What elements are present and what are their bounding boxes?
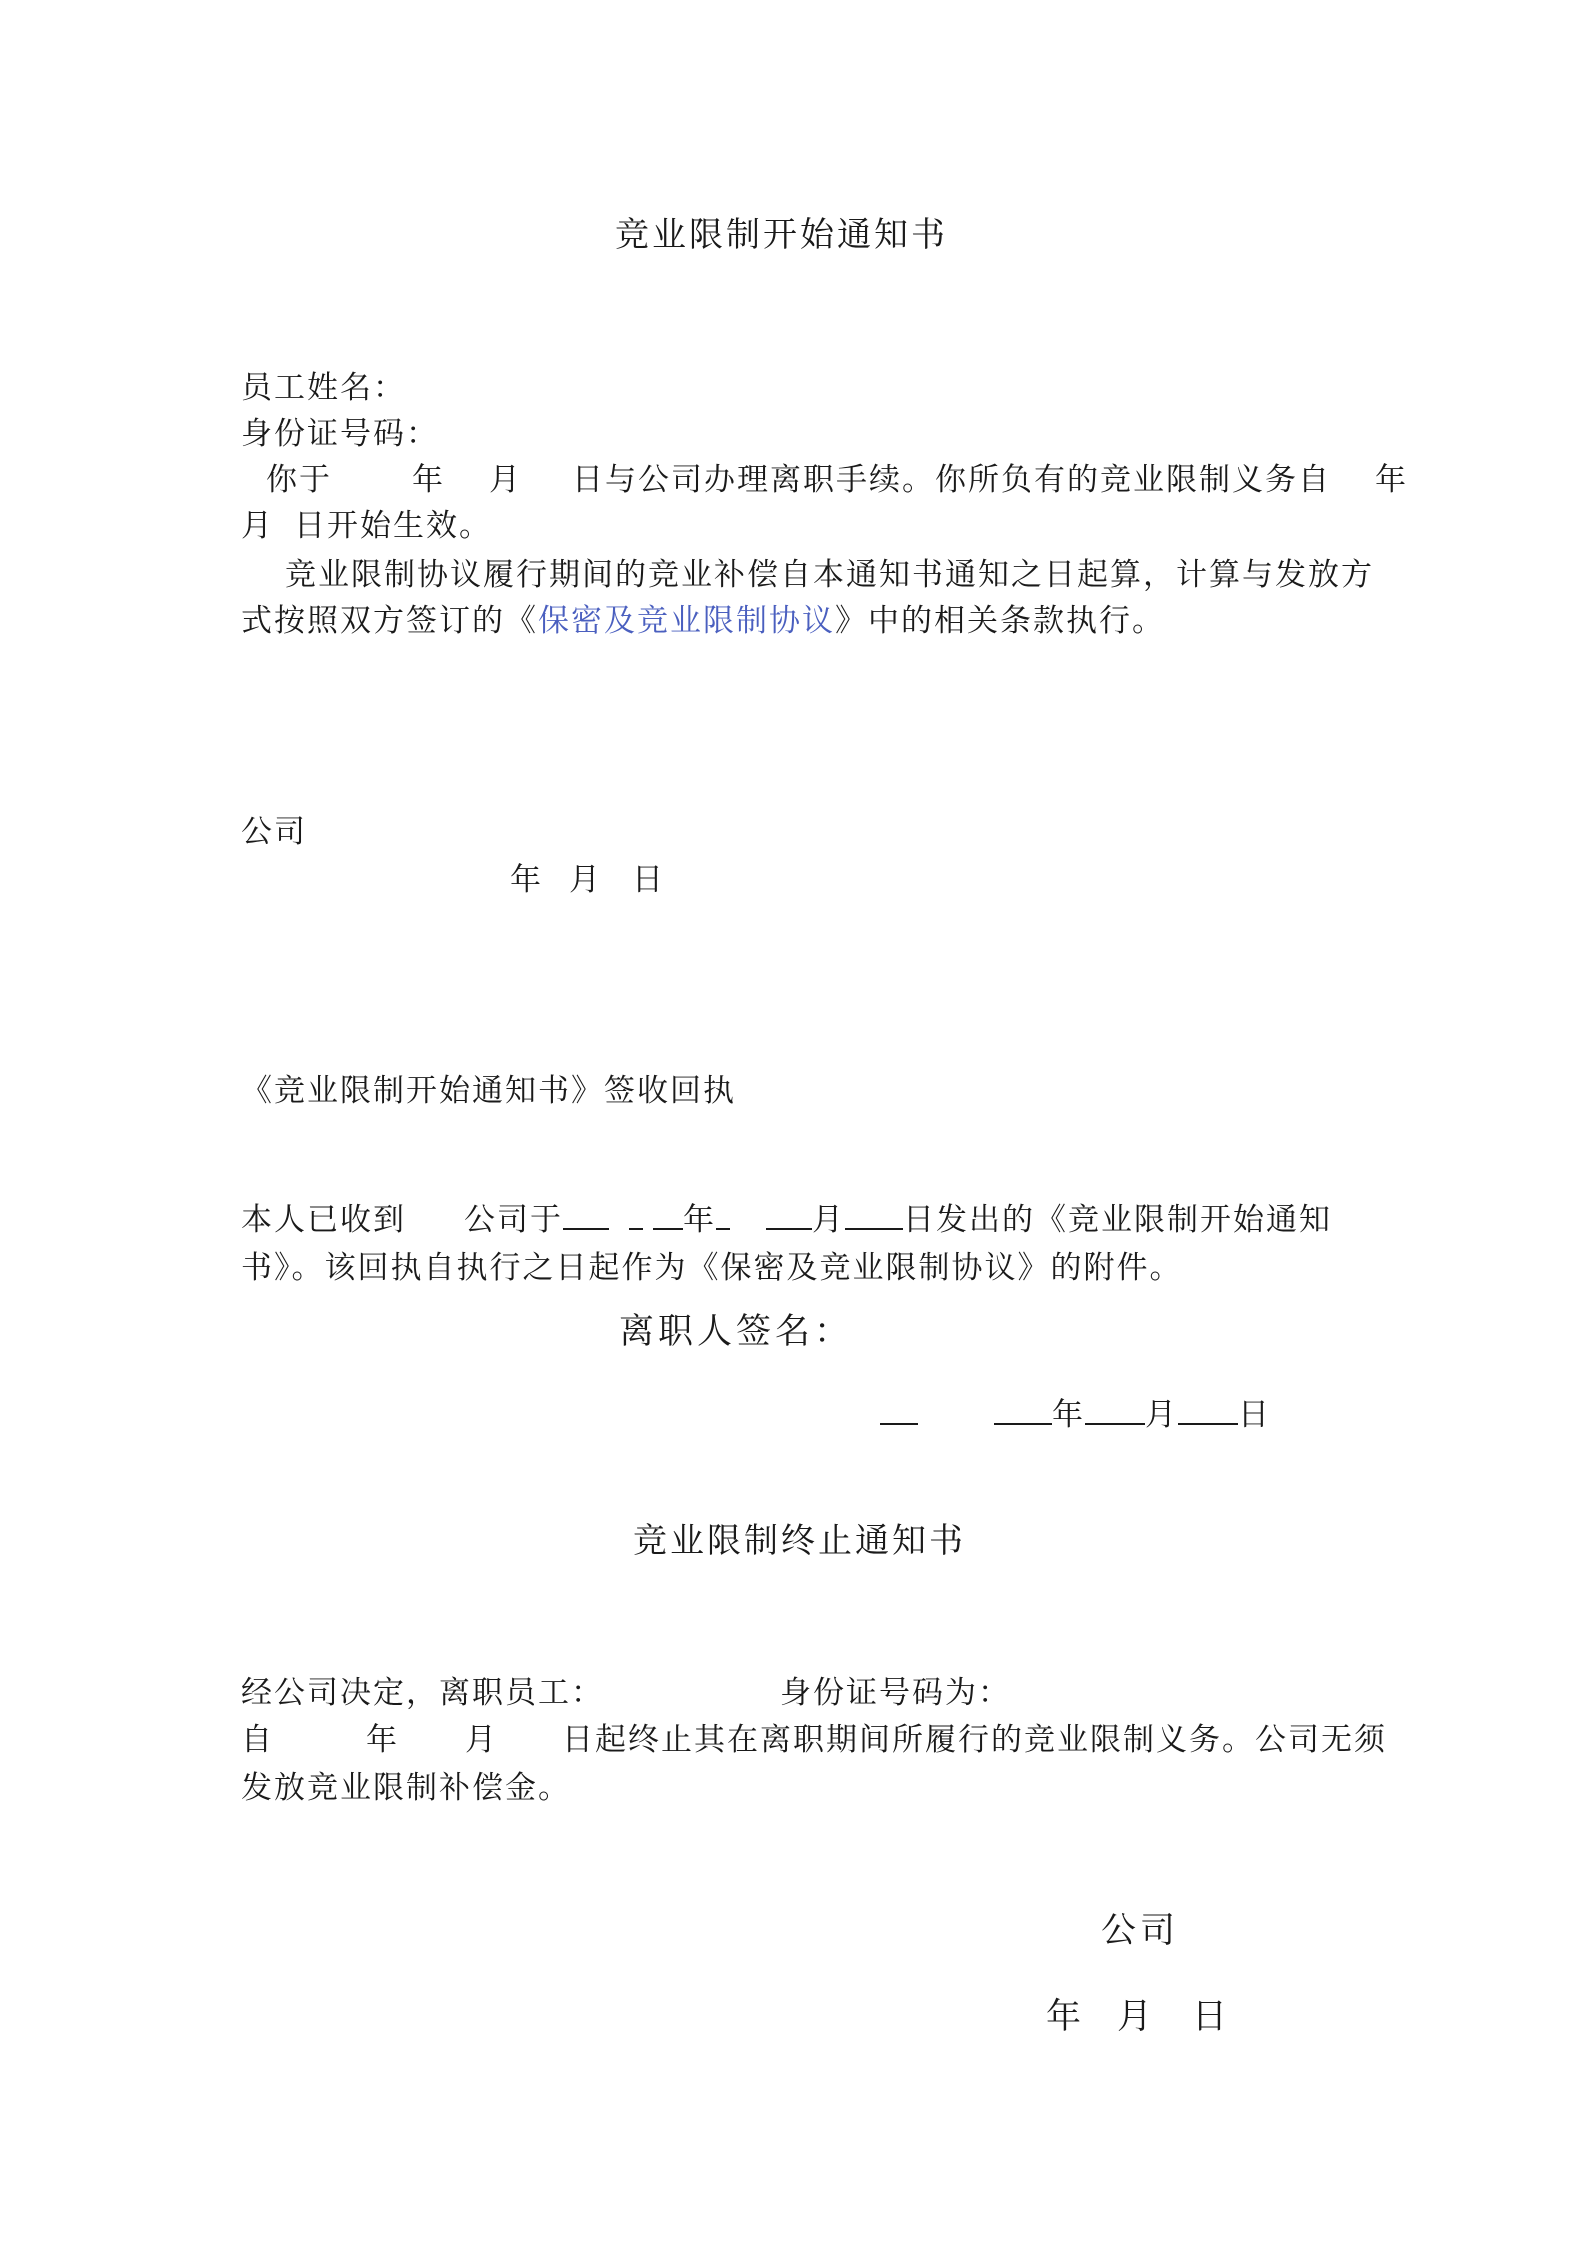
- decision-text: 经公司决定，离职员工：: [241, 1675, 604, 1711]
- blank-month[interactable]: [766, 1198, 812, 1230]
- start-para2-line1: 竞业限制协议履行期间的竞业补偿自本通知书通知之日起算，计算与发放方: [285, 557, 1374, 593]
- receipt-date-day: 日: [1238, 1397, 1271, 1433]
- blank-sign-1[interactable]: [880, 1393, 918, 1425]
- date-month: 月: [569, 862, 602, 898]
- end-company-label: 公司: [1101, 1911, 1180, 1951]
- para2-prefix: 式按照双方签订的《: [241, 603, 538, 639]
- year-word-2: 年: [1375, 462, 1408, 498]
- leave-procedure-text: 日与公司办理离职手续。你所负有的竞业限制义务自: [572, 462, 1331, 498]
- blank-3[interactable]: [716, 1198, 730, 1230]
- receipt-year: 年: [683, 1202, 716, 1238]
- terminate-text: 日起终止其在离职期间所履行的竞业限制义务。公司无须: [562, 1722, 1387, 1758]
- id-label-text: 身份证号码为：: [780, 1675, 1011, 1711]
- year-word: 年: [412, 462, 445, 498]
- end-year: 年: [366, 1722, 399, 1758]
- start-date-line: [510, 858, 665, 902]
- start-company-label: 公司: [241, 814, 307, 850]
- end-date-line: [1046, 1993, 1231, 2041]
- end-date-year: 年: [1046, 1997, 1086, 2037]
- date-day: 日: [632, 862, 665, 898]
- id-number-label: 身份证号码：: [241, 416, 439, 452]
- effective-text: 日开始生效。: [294, 508, 492, 544]
- receipt-date-line: [880, 1393, 1271, 1437]
- receipt-line2: 书》。该回执自执行之日起作为《保密及竞业限制协议》的附件。: [241, 1250, 1183, 1286]
- receipt-heading: 《竞业限制开始通知书》签收回执: [241, 1073, 736, 1109]
- receipt-date-year: 年: [1052, 1397, 1085, 1433]
- blank-sign-month[interactable]: [1085, 1393, 1145, 1425]
- agreement-link[interactable]: 保密及竞业限制协议: [538, 603, 835, 639]
- start-para2-line2: [241, 599, 1165, 643]
- end-month: 月: [465, 1722, 498, 1758]
- start-para1-line2: [241, 504, 492, 548]
- end-date-day: 日: [1192, 1997, 1232, 2037]
- month-word: 月: [489, 462, 522, 498]
- blank-1[interactable]: [563, 1198, 609, 1230]
- signature-label: 离职人签名：: [619, 1312, 854, 1352]
- from-text: 自: [241, 1722, 274, 1758]
- start-notice-title: 竞业限制开始通知书: [615, 215, 948, 255]
- blank-2[interactable]: [629, 1198, 643, 1230]
- blank-sign-year[interactable]: [994, 1393, 1052, 1425]
- end-line2: [241, 1718, 1387, 1762]
- date-year: 年: [510, 862, 543, 898]
- end-date-month: 月: [1117, 1997, 1157, 2037]
- company-on-text: 公司于: [464, 1202, 563, 1238]
- blank-year[interactable]: [653, 1198, 683, 1230]
- start-para1-line1: [266, 458, 1408, 502]
- month-word-2: 月: [241, 508, 274, 544]
- blank-day[interactable]: [845, 1198, 903, 1230]
- para2-suffix: 》中的相关条款执行。: [835, 603, 1165, 639]
- receipt-date-month: 月: [1145, 1397, 1178, 1433]
- receipt-month: 月: [812, 1202, 845, 1238]
- end-notice-title: 竞业限制终止通知书: [633, 1521, 966, 1561]
- end-line3: 发放竞业限制补偿金。: [241, 1770, 571, 1806]
- end-line1: [241, 1671, 1011, 1715]
- blank-sign-day[interactable]: [1178, 1393, 1238, 1425]
- received-text: 本人已收到: [241, 1202, 406, 1238]
- receipt-rest: 日发出的《竞业限制开始通知: [903, 1202, 1332, 1238]
- you-text: 你于: [266, 462, 332, 498]
- employee-name-label: 员工姓名：: [241, 370, 406, 406]
- receipt-line1: [241, 1198, 1332, 1242]
